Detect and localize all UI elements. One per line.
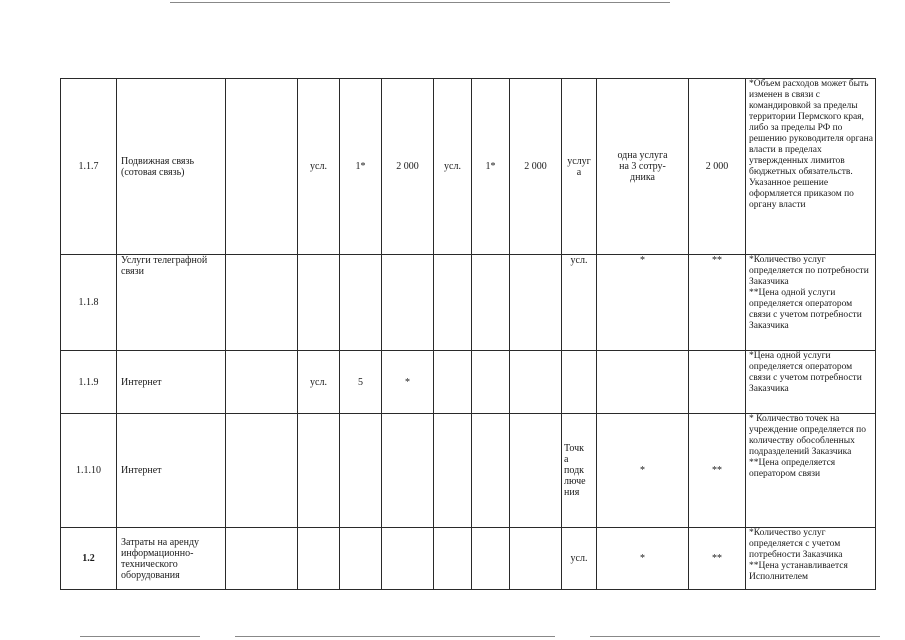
unit-cell: Точк а подк люче ния xyxy=(562,414,597,528)
table-row xyxy=(61,351,876,414)
empty-cell xyxy=(226,79,298,255)
price-cell xyxy=(510,351,562,414)
unit-cell: усл. xyxy=(434,79,472,255)
quantity-cell xyxy=(472,255,510,351)
empty-cell xyxy=(226,414,298,528)
service-name: Подвижная связь (сотовая связь) xyxy=(117,79,226,255)
unit-cell xyxy=(434,255,472,351)
quantity-cell: 1* xyxy=(472,79,510,255)
quantity-cell xyxy=(340,528,382,590)
note-cell: *Цена одной услуги определяется оператором связи с учетом потребности Заказчика xyxy=(746,351,876,414)
service-name: Интернет xyxy=(117,351,226,414)
unit-cell: усл. xyxy=(562,528,597,590)
unit-cell xyxy=(434,414,472,528)
unit-cell: усл. xyxy=(298,79,340,255)
quantity-cell: * xyxy=(597,255,689,351)
note-cell: *Объем расходов может быть изменен в связи с командировкой за пределы территории Пермского края, либо за пределы РФ по решению руководителя органа власти в пределах утвержденных лимитов бюджетных обязательств. Указанное решение оформляется приказом по органу власти xyxy=(746,79,876,255)
quantity-cell xyxy=(340,255,382,351)
table-row xyxy=(61,79,876,255)
price-cell xyxy=(510,255,562,351)
bottom-rule-3 xyxy=(590,636,880,637)
table-row xyxy=(61,528,876,590)
price-cell: ** xyxy=(689,255,746,351)
quantity-cell: 1* xyxy=(340,79,382,255)
price-cell: ** xyxy=(689,414,746,528)
quantity-cell: * xyxy=(597,528,689,590)
empty-cell xyxy=(226,528,298,590)
row-number: 1.1.8 xyxy=(61,255,117,351)
price-cell xyxy=(382,414,434,528)
top-rule xyxy=(170,2,670,3)
price-cell xyxy=(689,351,746,414)
unit-cell xyxy=(298,255,340,351)
bottom-rule-1 xyxy=(80,636,200,637)
note-cell: *Количество услуг определяется с учетом потребности Заказчика **Цена устанавливается Исполнителем xyxy=(746,528,876,590)
unit-cell xyxy=(562,351,597,414)
price-cell xyxy=(510,414,562,528)
price-cell: * xyxy=(382,351,434,414)
unit-cell xyxy=(434,351,472,414)
row-number: 1.1.9 xyxy=(61,351,117,414)
price-cell xyxy=(510,528,562,590)
empty-cell xyxy=(226,351,298,414)
row-number: 1.1.10 xyxy=(61,414,117,528)
note-cell: * Количество точек на учреждение определяется по количеству обособленных подразделений Заказчика **Цена определяется оператором связи xyxy=(746,414,876,528)
price-cell xyxy=(382,255,434,351)
unit-cell xyxy=(298,414,340,528)
quantity-cell xyxy=(597,351,689,414)
unit-cell xyxy=(434,528,472,590)
table-row xyxy=(61,414,876,528)
expense-table xyxy=(60,78,876,590)
table-row xyxy=(61,255,876,351)
unit-cell: услуг а xyxy=(562,79,597,255)
note-cell: *Количество услуг определяется по потребности Заказчика **Цена одной услуги определяется оператором связи с учетом потребности Заказчика xyxy=(746,255,876,351)
quantity-cell xyxy=(472,414,510,528)
row-number: 1.1.7 xyxy=(61,79,117,255)
service-name: Интернет xyxy=(117,414,226,528)
unit-cell: усл. xyxy=(562,255,597,351)
quantity-cell: одна услуга на 3 сотру- дника xyxy=(597,79,689,255)
price-cell: 2 000 xyxy=(689,79,746,255)
bottom-rule-2 xyxy=(235,636,555,637)
unit-cell: усл. xyxy=(298,351,340,414)
service-name: Услуги телеграфной связи xyxy=(117,255,226,351)
row-number: 1.2 xyxy=(61,528,117,590)
quantity-cell: * xyxy=(597,414,689,528)
price-cell: 2 000 xyxy=(510,79,562,255)
quantity-cell xyxy=(472,528,510,590)
quantity-cell: 5 xyxy=(340,351,382,414)
price-cell xyxy=(382,528,434,590)
service-name: Затраты на аренду информационно-технического оборудования xyxy=(117,528,226,590)
quantity-cell xyxy=(472,351,510,414)
price-cell: 2 000 xyxy=(382,79,434,255)
unit-cell xyxy=(298,528,340,590)
price-cell: ** xyxy=(689,528,746,590)
quantity-cell xyxy=(340,414,382,528)
empty-cell xyxy=(226,255,298,351)
